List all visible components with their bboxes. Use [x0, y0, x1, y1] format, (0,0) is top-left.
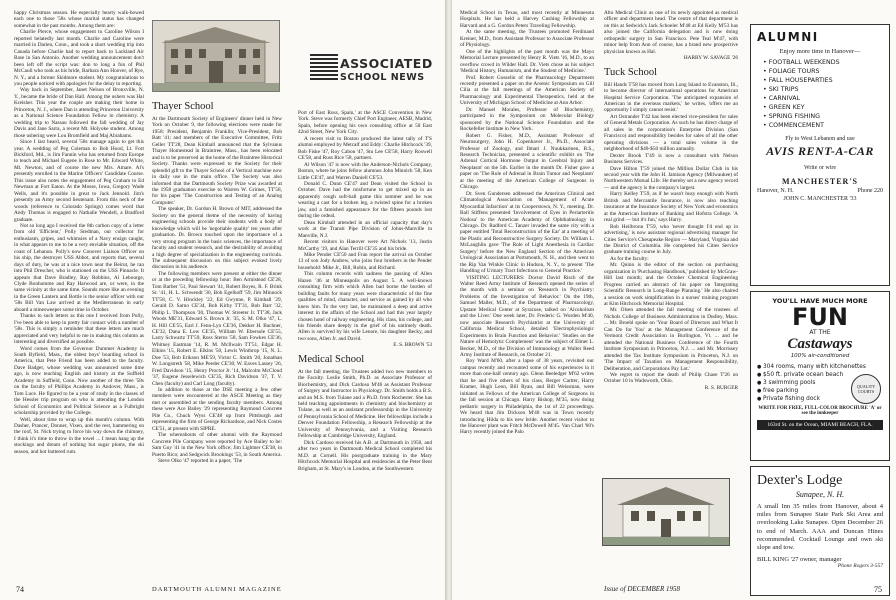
paragraph: Dave Hilton T'59 joined the Million Dollar Club in his second year with the John H. Jamison Agency (Milwaukee) of Northwestern Mutual Life. He thereby set a new agency record — and the agency is the company's largest.	[604, 165, 738, 191]
paragraph: Port of East Ross, Spain,' at the ASCE Convention in New York. Steve was formerly Chief Port Engineer, AESB, Madrid, Spain, before opening his own consulting office at 50 East 42nd Street, New York City.	[298, 110, 432, 136]
paragraph: Mr. Quinn is the editor of the section on purchasing organization in 'Purchasing Handbook,' published by McGraw-Hill last month; and the October Chemical Engineering Progress carried an abstract of his paper on 'Integrating Scientific Research in Long-Range Planning.' He also chaired a session on work simplification in a nurses' training program at Kim Hitchcock Memorial Hospital.	[604, 262, 738, 308]
ad-fly-line: Fly to West Lebanon and use	[785, 136, 855, 142]
paragraph: Steve Olko '47 reported in a paper, 'The	[158, 458, 243, 465]
paragraph: Way back in September, Janet Nelson of Bronxville, N. Y., became the bride of Dan Hall. Among the ushers was Hal Kreisher. This year the couple are making their home in Princeton, N. J., where Dan is attending Princeton University as a National Science Foundation Fellow in chemistry. A wedding trip to Nassau followed the fall wedding of Jay Davis and Jane Sarra, a recent Mt. Holyoke student. Among those ushering were Lou Bromfield and Maj Abrahams.	[14, 87, 144, 139]
dexters-lodge-ad	[750, 466, 890, 596]
ad-phone: Phone 220	[857, 187, 883, 194]
paragraph: VISITING LECTURERS: Doctor David Risch of the Walter Reed Army Institute of Research opened the series of the month with a seminar on 'Research in Psychiatry: Problems of the Investigation of Behavior.' On the 19th, Samuel Maller, M.D., of the Department of Pharmacology, Upstate Medical Center at Syracuse, talked on 'Alcoholism and the Liver.' One week later, Dr. Frederic G. Worden M'40, now associate Research Psychiatrist at the University of California Medical School, detailed 'Electrophysiologic Experiments in Brain Function and Behavior.' 'Studies on the Nature of Hemolytic Complement' was the subject of Elmer L. Becker, M.D., of the Division of Immunology at Walter Reed Army Institute of Research, on October 21.	[460, 274, 594, 359]
paragraph: One of the highlights of the past month was the Mayo Memorial Lecture presented by Henry R. Viets '16, M.D., to an overflow crowd in Wilder Hall. Dr. Viets chose as his subject 'Medical History, Humanism, and the Student of Medicine.'	[460, 48, 594, 75]
campus-building-photo	[602, 478, 730, 546]
paragraph: Charlie Pierce, whose engagement to Caroline Wilson I reported belatedly last month. Charlie and Caroline were married in Darien, Conn., and took a short wedding trip into Canada before Charlie had to report back to Lackland Air Base in San Antonio. Another wedding announcement don't been left off the script was: don to long a fun of Phil McCaull who took as his bride, Barbara Ann Hoover, of Rye, N. Y., and a former Skidmore student. My congratulations to you people noticed with apologies for the delay in reporting.	[14, 29, 144, 87]
alumni-travel-ad	[750, 24, 890, 286]
paragraph: happy Christmas season. He especially hearty walk-bowed each one to those '58s whose marital status has changed somewhat in the past months. Among them are:	[14, 10, 144, 29]
right-page	[452, 0, 896, 600]
paragraph: The following members were present at either the dinner or at the preceding fellowship hour: Ben Armistead CE'28, Tom Barber '51, Paul Stewart '41, Robert Boyes, R. F. Brink Sr. '41, H. L. Schwendt '30, Bob Egelhoff '59, Jim Minnock TT'58, C. V. Hinckley '22, Ed Gwynne, P. Kimball '29, Gerald D. Sarno CE'34, Bob Kirby TT'31, Bob Barr '32, Philip L. Thompson '30, Thomas W. Streeter Jr. TT'38, Jack Woods ME'31, Edward S. Brown Jr. '35, S. M. Olko '47, L. H. Hill CE'55, Earl J. Fenn-Lyn CE'36, Dekker H. Bachner, CE'32, Dana E. Low CE'35, William W. Ebersole CE'55, Larry Schwartz TT'59, Ross Sterns '58, Sam Fowkes CE'36, Whitney Eastman '14, R. M. McIlwain TT'51, Edgar H. Elkins '15, Robert E. Elkins '50, Lewis Winthrop '15, N. L. Doe '53, Bob Erikson ME'59, Victor C. Smith '20, Jonathan W. Longstreth '58, Mike Peeder CE'30, W. Eaves Lassey '26, Fred Davidson '15, Henry Proctor Jr. '14, Malcolm McCloud '37, Eugene Jesselewich CE'35, Rich Davidson '37, T. V. Chen (faculty) and Carl Long (faculty).	[152, 270, 282, 387]
paragraph: Donald C. Dunn CE'47 and Dean visited the School in October. Dave had the misfortune to get mixed up in an apparently rough soft-ball game this summer and he was wearing a cast for a broken leg, a twisted spine for a broken jaw, and a famished appearance for the fifteen pounds lost during the ordeal.	[298, 180, 432, 220]
paragraph: Bob Heilbronn T'59, who 'never thought I'd end up in advertising,' is now assistant regional advertising manager for Cities Service's Chesapeake Region — Maryland, Virginia and the District of Columbia. He completed his Cities Service graduate training course in July.	[604, 223, 738, 256]
section-heading-medical: Medical School	[298, 353, 365, 365]
paragraph: Well, about time to wrap up this month's column. With Dasher, Prancer, Donner, Vixen, and the rest, hammering on the roof, St. Nick trying to force his way down the chimney, I think it's time to throw in the towel ... I mean hang up the stockings and dream of nothing but sugar plums, the ski season, and hot buttered rum.	[14, 416, 144, 455]
paragraph: Harry Kelley T'59, as if he wasn't busy enough with North British and Mercantile Insurance, is now also teaching insurance at the Insurance Society of New York and economics at the American Institute of Banking and Hofstra College. 'A real grind — but it's fun,' says Harry.	[604, 191, 738, 224]
paragraph: Word comes from the Governor Dummer Academy in South Byfield, Mass., the oldest boys' boarding school in America, that Pete Friend has been added to the faculty. Dave Badger, whose wedding was announced some time ago, is now teaching English and history at the Suffield Academy in Suffield, Conn. Now another of the three '58s on the faculty of Phillips Academy in Andover, Mass., is Tom Luce. He figured to be a year of study in the classes of the Hessler trip program on who is attending the London School of Economics and Political Science as a Fulbright scholarship provided by the College.	[14, 345, 144, 417]
column-signature: E. S. BROWN '53	[393, 342, 432, 349]
list-item: • GREEN KEY	[763, 103, 883, 112]
ad-signature: BILL KING '27 owner, manager	[757, 556, 842, 564]
ad-lead: YOU'LL HAVE MUCH MORE	[772, 297, 868, 305]
castaways-logo: Castaways	[787, 336, 853, 352]
paragraph: Dick Cardoso received his A.B. at Dartmouth in 1950, and after two years in Dartmouth Medical School completed his M.D. at Cornell. His postgraduate training in the Mary Hitchcock Memorial Hospital and residencies at the Peter Bent Brigham, at St. Mary's in London, at the Southwestern	[298, 439, 432, 472]
castaways-ad	[750, 291, 890, 461]
paragraph: A recent visit to Boston produced the latest tally of T'S alumni employed by Metcalf and Eddy: Charlie Hitchcock '39, Bob Fiske '47, Roy Cabon '47, Stu Lee CE'58, Harry Roswell CE'58, and Russ Rice '58, partners.	[298, 135, 432, 162]
list-item: ● free parking	[757, 387, 883, 395]
paragraph: Since I last heard, several '58s manage again to get this year. A wedding of Peg Coleman to Bob Hood, Lt. Fort Bickford, Md., is Jim Fannin who has returned from Europe to teach and Michael Eugene in Rose to Mr. Edward White, Mt. Newton, and of course the new Mrs. Amare. Al's presently enrolled in the Marine Officers' Candidate Course. This issue also notes the engagement of Peg Graham to Ed Newman at Fort Eaton. At the Mosse, Iowa, Gregory Wade Wells, and it's possible in great to Jack Jennold. Jim's presently an Army second lieutenant. From this neck of the woods (reference to Colorado Springs) comes word that Andy Thomas is engaged to Nathalie Wendell, a Bradford graduate.	[14, 139, 144, 223]
right-column-2	[604, 10, 738, 485]
paragraph: Alto Medical Clinic as one of its newly appointed as medical officer and department head. The centre of that department is on this at Sedwick's Jack Schoeler M'48 at Ed Kelly M'53 has also joined the California delegation and is now doing orthopedic surgery in San Francisco. Pete Teal M'47, with minor help from Ann of course, has a brand new prospective physician known as Hal.	[604, 10, 738, 55]
ad-title: ALUMNI	[757, 30, 819, 44]
list-item: ● 3 swimming pools	[757, 379, 883, 387]
ad-brochure: WRITE FOR FREE, FULL-COLOR BROCHURE 'A' or see the innkeeper	[758, 406, 882, 416]
building-illustration	[603, 479, 729, 545]
paragraph: The whereabouts of other alumni with the Raymond Concrete Pile Company were reported by Ace Bailey to be: Sam Guy '41 in the New York office; Jim Lightner CE'38, in Puerto Rico; and Sedgwick Brookings '53, in South America.	[152, 432, 282, 458]
event-list	[763, 58, 883, 130]
list-item: ● Private fishing dock	[757, 395, 883, 403]
paragraph: We regret to report the death of Philip Chase T'26 on October 10 in Wadsworth, Ohio.	[604, 372, 738, 385]
advertisement-sidebar	[750, 24, 890, 600]
paragraph: Roy Ward M'60, after a lapse of 38 years, revisited our campus recently and recounted some of his experiences in it more than one-half century ago. Glenn Beeledger M'62 writes that he and five others of his class, Berger Cartter, Harry Kramer, Hugh Leon, Bill Ryan, and Bill Weissman, were initiated as Fellows of the American College of Surgeons in the fall session at Chicago. Harry Bishop, M'35, now doing pediatric surgery in Philadelphia, the 1st of 22 proceedings. We heard that Jim Dickson M'40 was in Town recently introducing Hilda to his new bride. Another recent visitor to the Hanover plant was Fritch McDowell M'45. Van Charl '60's Harry recently joined the Palo	[460, 358, 594, 436]
ad-phone: Phone Rogers 3-557	[837, 563, 883, 570]
left-column-3	[298, 10, 432, 570]
paragraph: At the Dartmouth Society of Engineers' dinner held in New York on October 9, the following elections were made for 1958: President, Benjamin Franklin; Vice-President, Bob Batt '41; and members of the Executive Committee, Fritz Geller TT'28, Dean Kimball announced that the Sylvanus Thayer Homestead in Braintree, Mass., has been relocated and is to be preserved as the home of the Braintree Historical Society. Thanks were expressed to the Society for their splendid gift to the Thayer School of a Vertical machine now in daily use in the main office. The Society was also informed that the Dartmouth Society Prize was awarded at the 1958 graduation exercise to Warren W. Grimes, TT'58, for his paper 'The Construction and Testing of an Analog Computer.'	[152, 116, 282, 206]
school-building-photo	[152, 20, 280, 92]
section-heading-tuck: Tuck School	[604, 66, 657, 78]
left-column-1	[14, 10, 144, 570]
ad-write-line: Write or wire	[803, 164, 837, 171]
ad-signature-row	[757, 556, 883, 563]
paragraph: At the same meeting, the Trustees promoted Ferdinand Kreiner, M.D., from Assistant Professor to Associate Professor of Physiology.	[460, 29, 594, 49]
avis-logo: AVIS RENT-A-CAR	[766, 143, 874, 158]
ad-body: A small Inn 35 miles from Hanover, about 4 miles from Sunapee State Park Ski Area and overlooking Lake Sunapee. Open December 26 to end of March. AAA and Duncan Hines recommended. Cocktail Lounge and own ski slope and tow.	[757, 503, 883, 552]
paragraph: Dean Kimball attended in an official capacity that day's work at the Transit Pipe Division of Johns-Manville in Manville, N.J.	[298, 219, 432, 239]
paragraph: At the fall meeting, the Trustees added two new members to the Faculty. Leslie Smith, Ph.D. as Associate Professor of Biochemistry, and Dick Cardoso M'46 as Assistant Professor of Surgery and Instructor in Physiology. Dr. Smith holds a B.S. and an M.S. from Tulane and a Ph.D. from Rochester. She has held teaching appointments in chemistry and biochemistry at Tulane, as well as an assistant professorship in the University of Pennsylvania School of Medicine. Her fellowships include a Denver Foundation Fellowship, a Research Fellowship at the University of Pennsylvania, and a Visiting Research Fellowship at Cambridge University, England.	[298, 368, 432, 440]
paragraph: Not so long ago I received the 8th carbon copy of a letter from old 'Efficient,' Polly Stedman, our collector for enthusiasm, gripes, and whimsies of a Navy ensign caught, in what appears to me to be a very enviable situation, off the coast of Lebanon. Polly's now Conover Liaison Officer on his ship, the destroyer USS Abbot, and reports that, several days of duty, he was at a nice town near the Beirut, he ran into Phil Drescher, who is stationed on the USS Pinnacle. It appears that Dave Bradley, Ray Robbins, Al Lebourge, Clyde Bonhomme and Ray Harwood are, or were, in the same vicinity at the same time. Sounds more like an evening in the Green Lantern and Bottle is the senior officer with our '58s Bill Van Law arrived at the Mediterranean in early aboard a minesweeper some time in October.	[14, 222, 144, 313]
building-illustration	[153, 21, 279, 91]
list-item: • CARNIVAL	[763, 94, 883, 103]
ad-address-row	[757, 188, 883, 196]
column-signature: R. S. BURGER	[704, 384, 738, 391]
magazine-title-footer: DARTMOUTH ALUMNI MAGAZINE	[152, 586, 282, 593]
paragraph: Thanks to such letters as this one I received from Polly, I've been able to keep in pretty fair contact with a number of '58s. This is simply a reminder that these letters are much appreciated and very helpful to me in making this column as interesting and diversified as possible.	[14, 313, 144, 346]
list-item: ● $50 ft. private ocean beach	[757, 371, 883, 379]
page-number-right: 75	[874, 585, 882, 594]
page-number-left: 74	[16, 585, 24, 594]
ad-company: MANCHESTER'S	[781, 177, 858, 186]
paragraph: The speaker, Dr. Gordon H. Brown of MIT, addressed the Society on the general theme of the necessity of having engineering schools provide their students with a body of knowledge which will be 'negotiable quality' ten years after graduation. Dr. Brown touched upon the importance of a very strong program in the basic sciences, the importance of faculty and student research, and the desirability of avoiding a high degree of specialization in the engineering curricula. The subsequent discussion on this subject evoked lively discussion in his audience.	[152, 206, 282, 271]
list-item: • SKI TRIPS	[763, 85, 883, 94]
ad-location: Sunapee, N. H.	[795, 490, 845, 499]
list-item: • FALL HOUSEPARTIES	[763, 76, 883, 85]
left-page	[0, 0, 446, 600]
paragraph: In addition to those at the DSE meeting a few other members were encountered at the ASCE Meeting as they met or assembled at the sending faculty members. Among these were Ace Bailey '29 representing Raymond Concrete Pile Co., Chuck Wyss CE'48 up from Pittsburgh and representing the firm of George Richardson, and Nick Costes CE'51, at present with SIPRE.	[152, 387, 282, 432]
ad-address: Hanover, N. H.	[757, 187, 794, 194]
paragraph: Dr. Sven Gundersen addressed the American Clinical and Climatological Association on 'Management of Acute Myocardial Infarction' at its Cooperstown, N. Y., meeting. Dr. Ball Stiffens presented 'Involvement of Eyes in Periarteritis Nodosa' to the American Academy of Ophthalmology in Chicago. Dr. Radford C. Tanzer invaded the same city with a paper entitled 'Total Reconstruction of the Ear' at a meeting of the Plastic and Reconstructive Surgery Society. Dr. William L. McLaughlin gave 'The Role of Light Anesthesia in Cardiac Surgery' before the New England Section of the American Urological Association at Portsmouth, N. H., and then went to the Rip Van Winkle Clinic in Hudson, N. Y., to present 'The Handling of Urinary Tract Infections to General Practice.'	[460, 190, 594, 275]
paragraph: Mr. Olsen attended the fall meeting of the trustees of Nichols College of Business Administration in Dudley, Mass. ... Mr. Broehl spoke on 'Your Board of Directors and What It Can Do for You' at the Management Conference of the Vermont Credit Association in Burlington, Vt. ... and he attended the National Business Conference of the Fourth Institute Symposium in Princeton, N.J. ... and Mr. Morrissey attended the Tax Institute Symposium in Princeton, N.J. on 'The Impact of Taxation on Management Responsibility, Deliberation, and Corporations Pay Lot.'	[604, 307, 738, 372]
column-signature: HARRY W. SAVAGE '26	[683, 55, 738, 62]
logo-line-1: ASSOCIATED	[340, 56, 433, 71]
logo-line-2: SCHOOL NEWS	[340, 72, 425, 83]
issue-date-footer: Issue of DECEMBER 1958	[604, 585, 681, 593]
list-item: • COMMENCEMENT	[763, 121, 883, 130]
paragraph: Bill Hands T'58 has moved from Long Island to Evanston, Ill., to become director of international operations for American Hospital Service Corporation. 'The anticipated expansion of American in the overseas markets,' he writes, 'offers me an opportunity I simply cannot resist.'	[604, 81, 738, 114]
paragraph: Recent visitors in Hanover were Art Nichols '13, Justin McCarthy '19, and Alan Terrill CE'35 and his bride.	[298, 239, 432, 252]
list-item: • FOLIAGE TOURS	[763, 67, 883, 76]
paragraph: Mike Pender CE'50 and Fran report the arrival on October 13 of son Jody Andrew, who joins four brothers in the Pender household: Mike Jr., Bill, Robin, and Richard.	[298, 251, 432, 271]
paragraph: As for the faculty:	[610, 255, 649, 262]
right-column-1	[460, 10, 594, 570]
ad-title: Dexter's Lodge	[757, 473, 843, 488]
paragraph: Prof. Robert Gosselin of the Pharmacology Department recently presented a paper on the Arsenic Symposium on Gill Cilia at the fall meetings of the American Society of Pharmacology and Experimental Therapeutics, held at the University of Michigan School of Medicine at Ann Arbor.	[460, 74, 594, 107]
ad-contact: JOHN C. MANCHESTER '33	[783, 196, 857, 202]
list-item: • FOOTBALL WEEKENDS	[763, 58, 883, 67]
paragraph: Art Ostrander T'42 has been elected vice-president for sales of General Metals Corporation. As such he has direct charge of all sales in the corporation's Enterprise Division (San Francisco) and responsibility besides for sales of all the other operating divisions — a total sales volume in the neighborhood of $40-$50 million annually.	[604, 113, 738, 153]
ad-sub: 100% air-conditioned	[790, 353, 850, 359]
paragraph: Al Wilson '47 is now with the Anderson-Nichols Company, Boston, where he joins fellow alumnus John Minnich '58, Ken Little CE'47, and Warren Daniell CE'53.	[298, 161, 432, 181]
ad-address: 163rd St. on the Ocean, MIAMI BEACH, FLA.	[757, 420, 883, 430]
list-item: ● 304 rooms, many with kitchenettes	[757, 363, 883, 371]
section-heading-thayer: Thayer School	[152, 101, 214, 112]
paragraph: Medical School in Texas, and most recently at Minnesota Hospitals. He has held a Harvey Cushing Fellowship at Harvard and a G. Gordon Peters Traveling Fellowship.	[460, 10, 594, 29]
paragraph: Dr. Manuel Morales, Professor of Biochemistry, participated in the Symposium on Molecular Biology sponsored by the National Science Foundation and the Rockefeller Institute in New York.	[460, 106, 594, 133]
ad-tagline: Enjoy more time in Hanover—	[779, 48, 861, 55]
list-item: • SPRING FISHING	[763, 112, 883, 121]
left-column-2	[152, 96, 282, 566]
ad-fun: FUN	[792, 303, 848, 331]
quality-courts-seal-icon: QUALITY COURTS	[851, 374, 881, 404]
paragraph: Robert G. Fisher, M.D., Assistant Professor of Neurosurgery, John H. Copenhaver Jr., Ph.D., Associate Professor of Zoology, and Ilmari J. Nuukkarinen, B.S., Research Technician, presented a scientific exhibit on 'The Adrenal Cortical Hormone Output in Cerebral Injury and Neoplasm' on the 5th. Earlier in the month Dr. Fisher gave a paper on 'The Role of Adrenal in Brain Tumor and Neoplasm' at the meeting of the American College of Surgeons in Chicago.	[460, 132, 594, 191]
paragraph: Dexter Brook T'49 is now a consultant with Nelson Business Services.	[604, 152, 738, 166]
ad-at-the: AT THE	[809, 329, 831, 336]
paragraph: This column records with sadness the passing of Allen Hazen '46 at Minneapolis on August 5. A well-known consulting firm with which Allen had borne the burden of building faults for many years were characteristic of the fine qualities of mind, character, and service as gained by all who knew him. To the very last, he maintained a deep and active interest in the affairs of the School and had this year largely chosen hotel of railway engineering. His class, his college, and his friends share deeply in the grief of his untimely death. Allen is survived by his wife Lenore, his daughter Becky, and two sons, Allen Jr. and David.	[298, 271, 432, 342]
